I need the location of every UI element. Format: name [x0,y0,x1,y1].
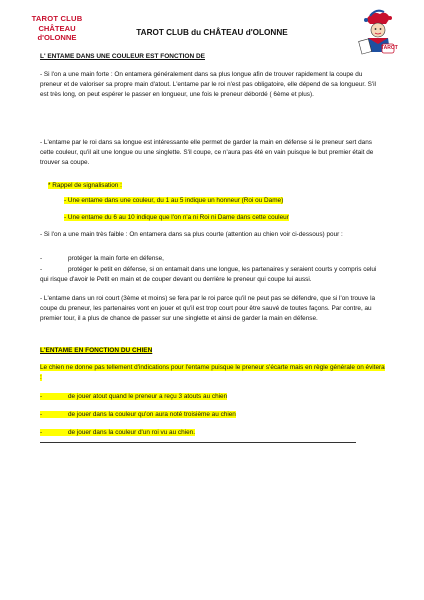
dash-bullet: - [40,393,43,400]
paragraph-main-faible: - Si l'on a une main très faible : On entamera dans sa plus courte (attention au chien voir ci-dessous) pour : [40,231,343,238]
list-item-highlight [40,411,236,418]
dash-bullet: - [40,411,43,418]
list-item [40,392,227,402]
section1-heading: L' ENTAME DANS UNE COULEUR EST FONCTION DE [40,53,206,60]
logo-line-1: TAROT CLUB [31,14,83,23]
paragraph-main-forte: - Si l'on a une main forte : On entamera généralement dans sa plus longue afin de trouver rapidement la coupe du preneur et de valoriser sa propre main d'atout. L'entame par le roi n'est pas obligatoire, elle dépend de sa longueur. S'il est très long, on peut espérer le passer en longueur, une fois le preneur débordé ( 6ème et plus). [40,71,376,99]
page-title: TAROT CLUB du CHÂTEAU d'OLONNE [136,28,288,37]
dash-bullet: - [40,266,43,273]
paragraph-chien-intro [40,363,386,383]
list-item-text: de jouer dans la couleur qu'on aura noté troisième au chien [68,411,236,418]
rappel-label [48,181,122,191]
rappel-highlight: * Rappel de signalisation : [48,182,122,189]
mascot-label: TAROT [381,45,398,51]
list-item-long [40,265,386,285]
list-item-highlight [40,393,227,400]
list-item [40,254,164,264]
list-item-highlight [40,429,195,436]
section2-heading: L'ENTAME EN FONCTION DU CHIEN [40,347,153,354]
dash-bullet: - [40,429,43,436]
list-item [40,410,236,420]
dash-bullet: - [40,255,43,262]
signal-line-2 [64,213,289,223]
list-item-text: protéger la main forte en défense, [68,255,164,262]
list-item-text: de jouer dans la couleur d'un roi vu au chien. [68,429,195,436]
logo-line-2: CHÂTEAU d'OLONNE [37,24,77,42]
signal-2-highlight: - Une entame du 6 au 10 indique que l'on n'a ni Roi ni Dame dans cette couleur [64,214,289,221]
list-item [40,428,195,438]
section2-heading-wrap [40,346,152,356]
chien-intro-highlight: Le chien ne donne pas tellement d'indications pour l'entame puisque le preneur s'écarte mais en règle générale on évitera : [40,364,385,382]
paragraph-roi-court: - L'entame dans un roi court (3ème et moins) se fera par le roi parce qu'il ne peut pas se défendre, que si l'on trouve la coupe du preneur, les partenaires vont en jouer et qu'il est trop court pour être sauvé de toutes façons. Par contre, au premier tour, il a plus de chance de passer sur une singlette et ainsi de garder la main en défense. [40,295,376,323]
list-item-text: protéger le petit en défense, si on entamait dans une longue, les partenaires y seraient courts y compris celui qui risque d'avoir le Petit en main et de couper devant ou derrière le preneur qui coupe lui aussi. [40,266,377,284]
signal-1-highlight: - Une entame dans une couleur, du 1 au 5 indique un honneur (Roi ou Dame) [64,197,284,204]
divider [40,442,356,443]
list-item-text: de jouer atout quand le preneur a reçu 3 atouts au chien [68,393,228,400]
paragraph-entame-roi: - L'entame par le roi dans sa longue est intéressante elle permet de garder la main en défense si le preneur sert dans cette couleur, qu'il ait une longue ou une singlette. S'il coupe, ce n'aura pas été en vain puisque le but premier était de trouver sa coupe. [40,139,374,167]
signal-line-1 [64,196,283,206]
